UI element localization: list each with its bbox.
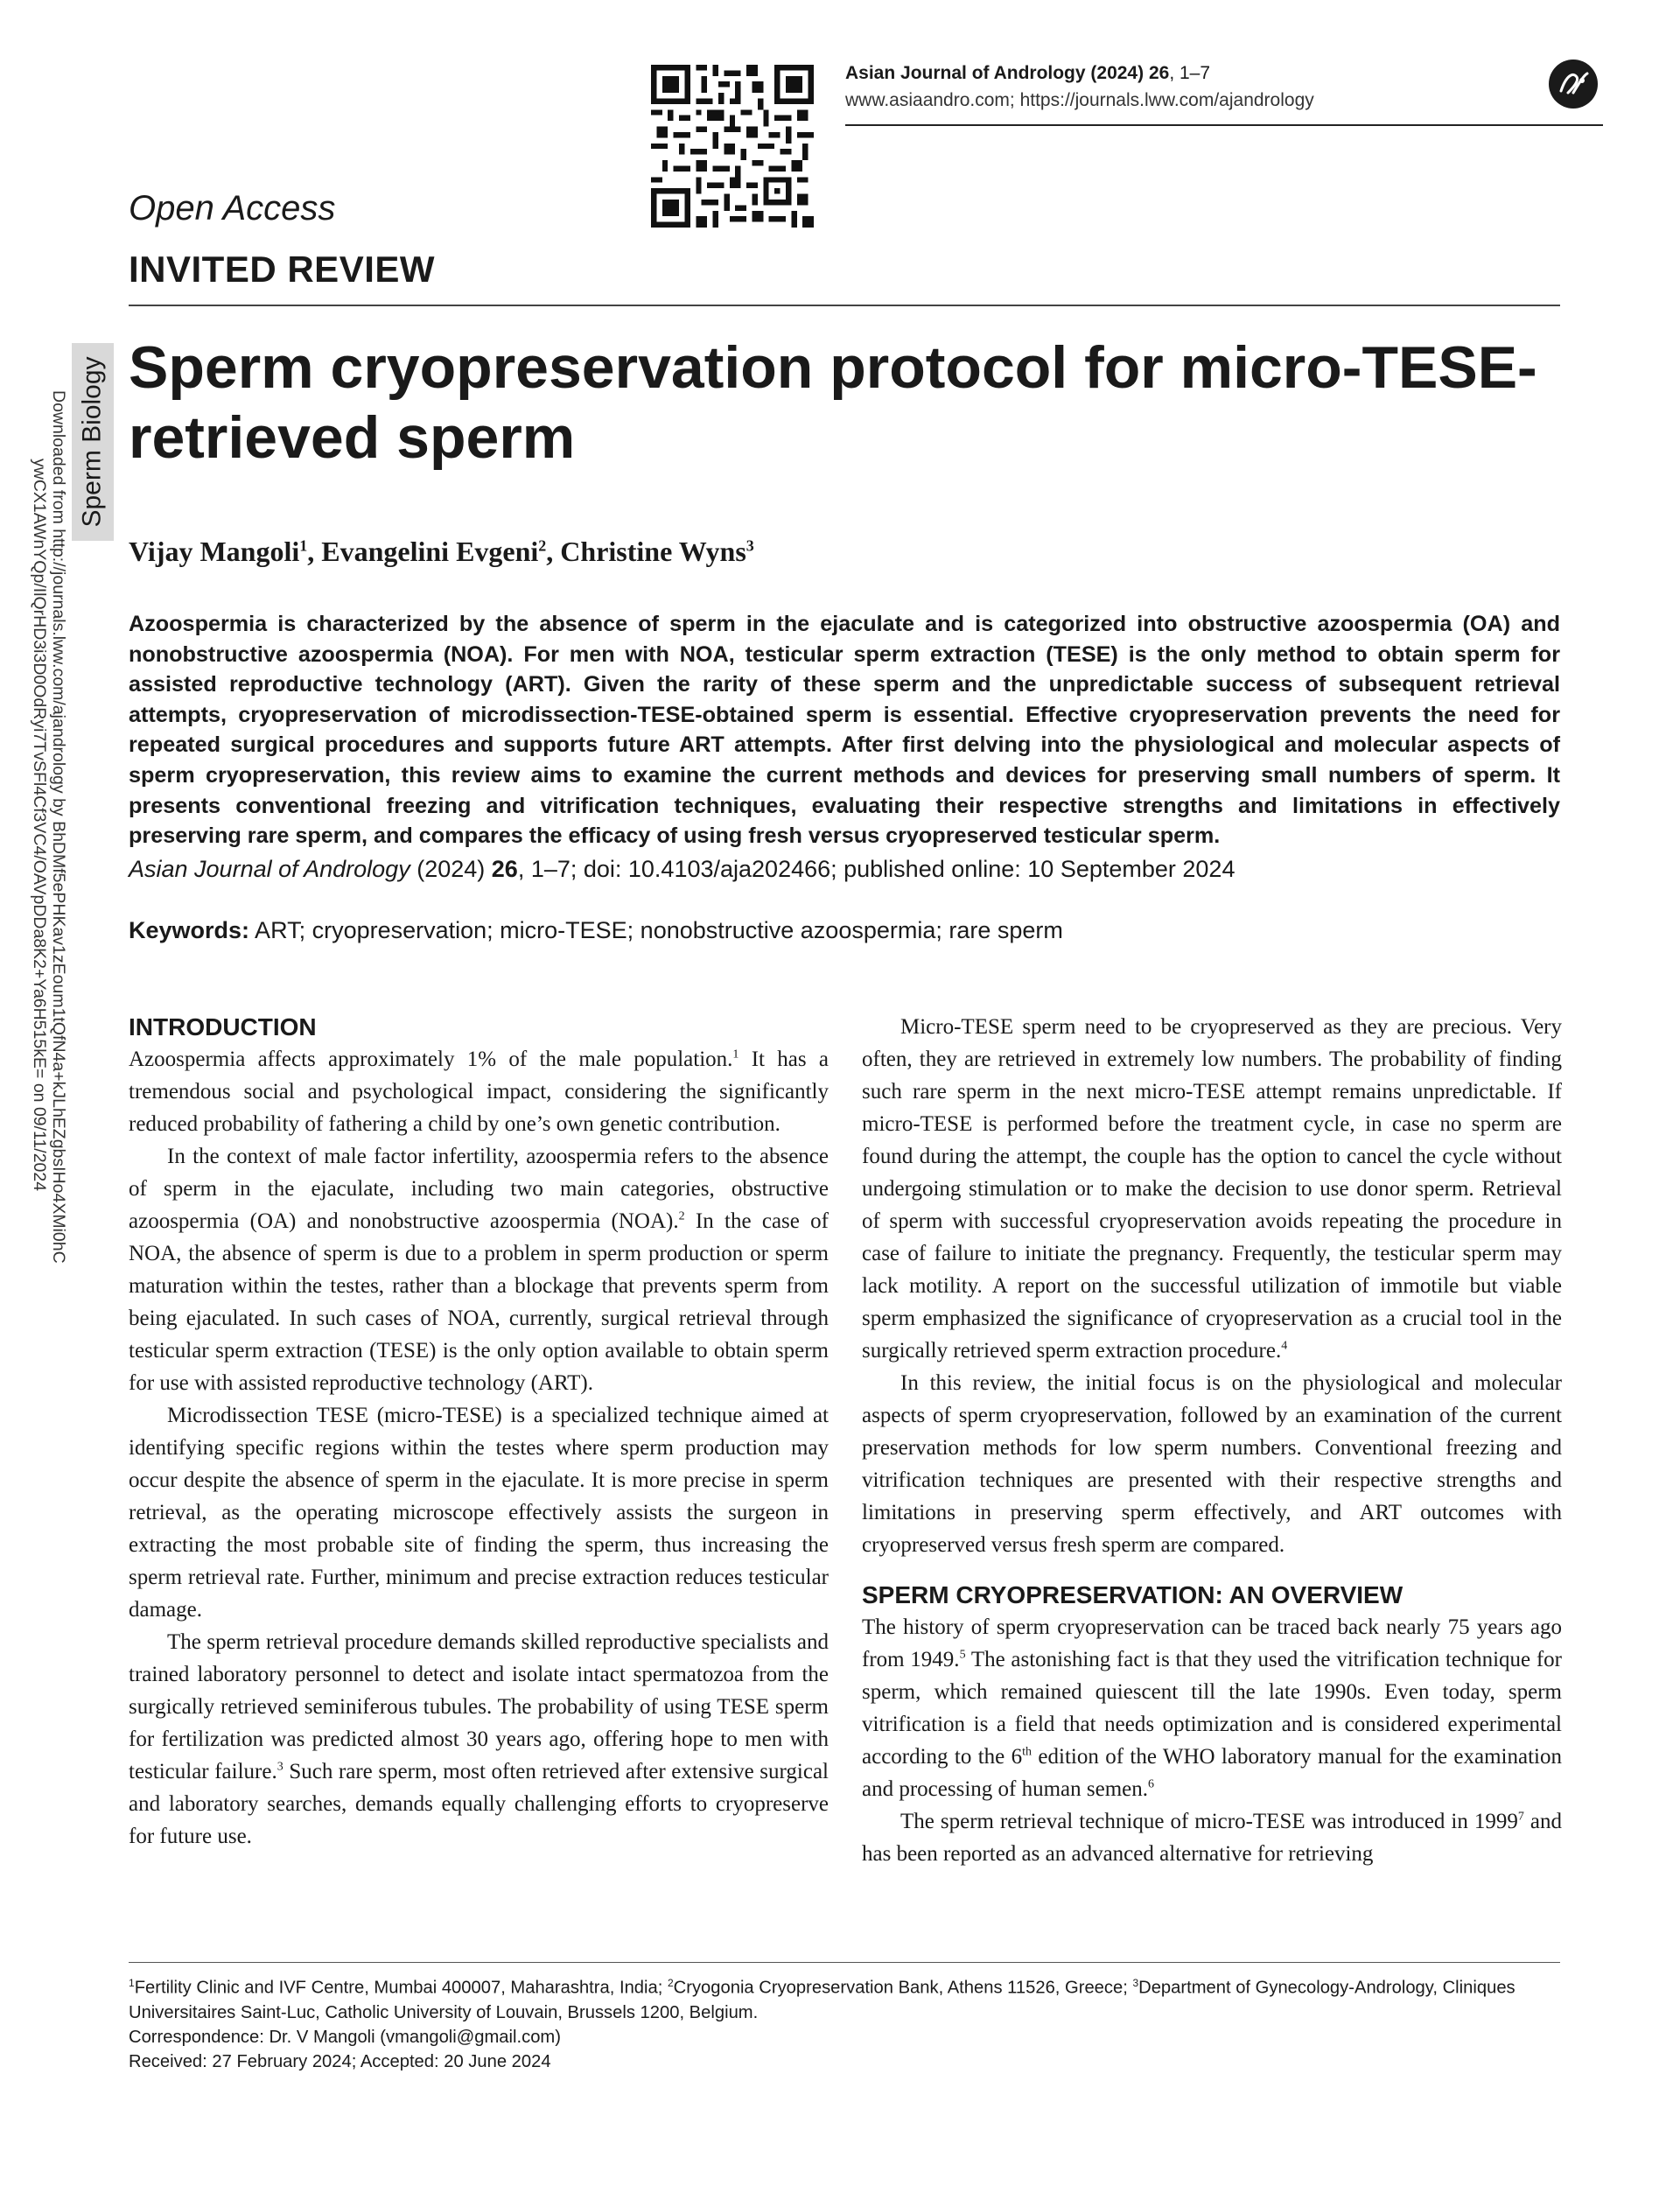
- paragraph: [129, 1043, 829, 1140]
- open-access-label: Open Access: [129, 189, 336, 228]
- journal-volume: 26: [1148, 63, 1170, 83]
- keywords: [129, 917, 1063, 944]
- journal-url[interactable]: www.asiaandro.com; https://journals.lww.com/ajandrology: [845, 90, 1314, 110]
- paragraph: [129, 1140, 829, 1399]
- journal-logo-icon: [1547, 58, 1600, 110]
- section-heading-overview: SPERM CRYOPRESERVATION: AN OVERVIEW: [862, 1581, 1404, 1608]
- affiliations: [129, 1971, 1564, 2025]
- text: In the context of male factor infertility, azoospermia refers to the absence of sperm in the ejaculate, including two main categories, obstructive azoospermia (OA) and nonobstructive azoospermia (NOA).: [129, 1145, 829, 1233]
- affiliation-number: 1: [129, 1977, 135, 1989]
- reference-marker[interactable]: 2: [678, 1209, 685, 1223]
- header-divider: [845, 124, 1603, 126]
- ordinal-suffix: th: [1022, 1745, 1032, 1759]
- paragraph: [862, 1611, 1562, 1805]
- side-hash-text: ywCX1AWnYQp/IlQrHD3i3D0OdRyi7TvSFl4Cf3VC4/OAVpDDa8K2+Ya6H515kE= on 09/11/2024: [30, 459, 49, 1192]
- text: Azoospermia affects approximately 1% of the male population.: [129, 1047, 733, 1071]
- affiliation: Department of Gynecology-Andrology, Cliniques Universitaires Saint-Luc, Catholic University of Louvain, Brussels 1200, Belgium.: [129, 1978, 1516, 2022]
- keywords-label: Keywords:: [129, 917, 250, 943]
- text: Micro-TESE sperm need to be cryopreserved as they are precious. Very often, they are retrieved in extremely low numbers. The probability of finding such rare sperm in the next micro-TESE attempt remains unpredictable. If micro-TESE is performed before the treatment cycle, in case no sperm are found during the attempt, the couple has the option to cancel the cycle without undergoing stimulation or to make the decision to use donor sperm. Retrieval of sperm with successful cryopreservation avoids repeating the procedure in case of failure to initiate the pregnancy. Frequently, the testicular sperm may lack motility. A report on the successful utilization of immotile but viable sperm emphasized the significance of cryopreservation as a crucial tool in the surgically retrieved sperm extraction procedure.: [862, 1015, 1562, 1363]
- right-column: [862, 1011, 1562, 1870]
- reference-marker[interactable]: 4: [1281, 1339, 1288, 1353]
- author-list: Vijay Mangoli$^1$, Evangelini Evgeni$^2$, Christine Wyns$^3$: [129, 536, 754, 567]
- reference-marker[interactable]: 3: [276, 1760, 284, 1774]
- affiliation-number: 2: [667, 1977, 674, 1989]
- reference-marker[interactable]: 7: [1517, 1810, 1524, 1824]
- affiliation: Fertility Clinic and IVF Centre, Mumbai 400007, Maharashtra, India;: [134, 1978, 668, 1998]
- text: The sperm retrieval procedure demands skilled reproductive specialists and trained laboratory personnel to detect and isolate intact spermatozoa from the surgically retrieved seminiferous tubules. The probability of using TESE sperm for fertilization was predicted almost 30 years ago, offering hope to men with testicular failure.: [129, 1630, 829, 1783]
- author-name: Vijay Mangoli: [129, 536, 300, 567]
- keywords-list: ART; cryopreservation; micro-TESE; nonobstructive azoospermia; rare sperm: [249, 917, 1063, 943]
- paragraph: In this review, the initial focus is on the physiological and molecular aspects of sperm cryopreservation, followed by an examination of the current preservation methods for low sperm numbers. Conventional freezing and vitrification techniques are presented with their respective strengths and limitations in preserving sperm effectively, and ART outcomes with cryopreserved versus fresh sperm are compared.: [862, 1371, 1562, 1557]
- section-heading-introduction: INTRODUCTION: [129, 1013, 317, 1040]
- author-affiliation: 2: [538, 536, 547, 555]
- author-affiliation: 1: [299, 536, 308, 555]
- text: The history of sperm cryopreservation can be traced back nearly 75 years ago from 1949.: [862, 1615, 1562, 1671]
- text: The sperm retrieval technique of micro-TESE was introduced in 1999: [900, 1810, 1518, 1833]
- text: It has a tremendous social and psychological impact, considering the significantly reduced probability of fathering a child by one’s own genetic contribution.: [129, 1047, 829, 1136]
- author-name: Christine Wyns: [560, 536, 746, 567]
- qr-code-icon: [651, 65, 814, 228]
- side-tab-label: Sperm Biology: [78, 356, 107, 528]
- abstract: Azoospermia is characterized by the absence of sperm in the ejaculate and is categorized into obstructive azoospermia (OA) and nonobstructive azoospermia (NOA). For men with NOA, testicular sperm extraction (TESE) is the only method to obtain sperm for assisted reproductive technology (ART). Given the rarity of these sperm and the unpredictable success of subsequent retrieval attempts, cryopreservation of microdissection-TESE-obtained sperm is essential. Effective cryopreservation prevents the need for repeated surgical procedures and supports future ART attempts. After first delving into the physiological and molecular aspects of sperm cryopreservation, this review aims to examine the current methods and devices for preserving small numbers of sperm. It presents conventional freezing and vitrification techniques, evaluating their respective strengths and limitations in effectively preserving rare sperm, and compares the efficacy of using fresh versus cryopreserved testicular sperm.: [129, 612, 1560, 849]
- text: and has been reported as an advanced alternative for retrieving: [862, 1810, 1562, 1866]
- left-column: [129, 1011, 829, 1853]
- citation-year: (2024): [410, 856, 492, 882]
- citation-journal: Asian Journal of Andrology: [129, 856, 410, 882]
- side-download-text: Downloaded from http://journals.lww.com/ajandrology by BhDMf5ePHKav1zEoum1tQfN4a+kJLhEZgbsIHo4XMi0hC: [49, 390, 68, 1264]
- side-download-notice: [49, 390, 68, 1440]
- author-affiliation: 3: [746, 536, 754, 555]
- journal-name: Asian Journal of Andrology (2024): [845, 63, 1144, 83]
- footer-divider: [129, 1962, 1560, 1963]
- reference-marker[interactable]: 6: [1148, 1777, 1155, 1791]
- article-title: Sperm cryopreservation protocol for micro-TESE-retrieved sperm: [129, 334, 1537, 471]
- paragraph: [862, 1011, 1562, 1367]
- side-tab: [72, 343, 114, 541]
- citation-volume: 26: [491, 856, 518, 882]
- text: Such rare sperm, most often retrieved after extensive surgical and laboratory searches, demands equally challenging efforts to cryopreserve for future use.: [129, 1760, 829, 1848]
- citation-details: , 1–7; doi: 10.4103/aja202466; published online: 10 September 2024: [517, 856, 1236, 882]
- side-download-hash: [30, 459, 49, 1334]
- footnote-affiliations: [129, 1971, 1564, 2074]
- article-citation: [129, 856, 1235, 883]
- affiliation-number: 3: [1132, 1977, 1139, 1989]
- section-divider: [129, 305, 1560, 306]
- paragraph: Microdissection TESE (micro-TESE) is a specialized technique aimed at identifying specific regions within the testes where sperm production may occur despite the absence of sperm in the ejaculate. It is more precise in sperm retrieval, as the operating microscope effectively assists the surgeon in extracting the most probable site of finding the sperm, thus increasing the sperm retrieval rate. Further, minimum and precise extraction reduces testicular damage.: [129, 1404, 829, 1622]
- text: In the case of NOA, the absence of sperm is due to a problem in sperm production or sperm maturation within the testes, rather than a blockage that prevents sperm from being ejaculated. In such cases of NOA, currently, surgical retrieval through testicular sperm extraction (TESE) is the only option available to obtain sperm for use with assisted reproductive technology (ART).: [129, 1209, 829, 1395]
- affiliation: Cryogonia Cryopreservation Bank, Athens 11526, Greece;: [673, 1978, 1133, 1998]
- text: edition of the WHO laboratory manual for the examination and processing of human semen.: [862, 1745, 1562, 1801]
- text: The astonishing fact is that they used the vitrification technique for sperm, which remained quiescent till the late 1990s. Even today, sperm vitrification is a field that needs optimization and is considered experimental according to the 6: [862, 1648, 1562, 1769]
- journal-citation-header: [845, 63, 1210, 84]
- paragraph: [862, 1805, 1562, 1870]
- paragraph: [129, 1626, 829, 1853]
- received-accepted-dates: Received: 27 February 2024; Accepted: 20 June 2024: [129, 2051, 551, 2071]
- correspondence: Correspondence: Dr. V Mangoli (vmangoli@gmail.com): [129, 2027, 561, 2047]
- author-name: Evangelini Evgeni: [321, 536, 539, 567]
- reference-marker[interactable]: 1: [732, 1047, 739, 1061]
- section-type-label: INVITED REVIEW: [129, 249, 436, 290]
- journal-pages: , 1–7: [1169, 63, 1211, 83]
- reference-marker[interactable]: 5: [959, 1648, 966, 1662]
